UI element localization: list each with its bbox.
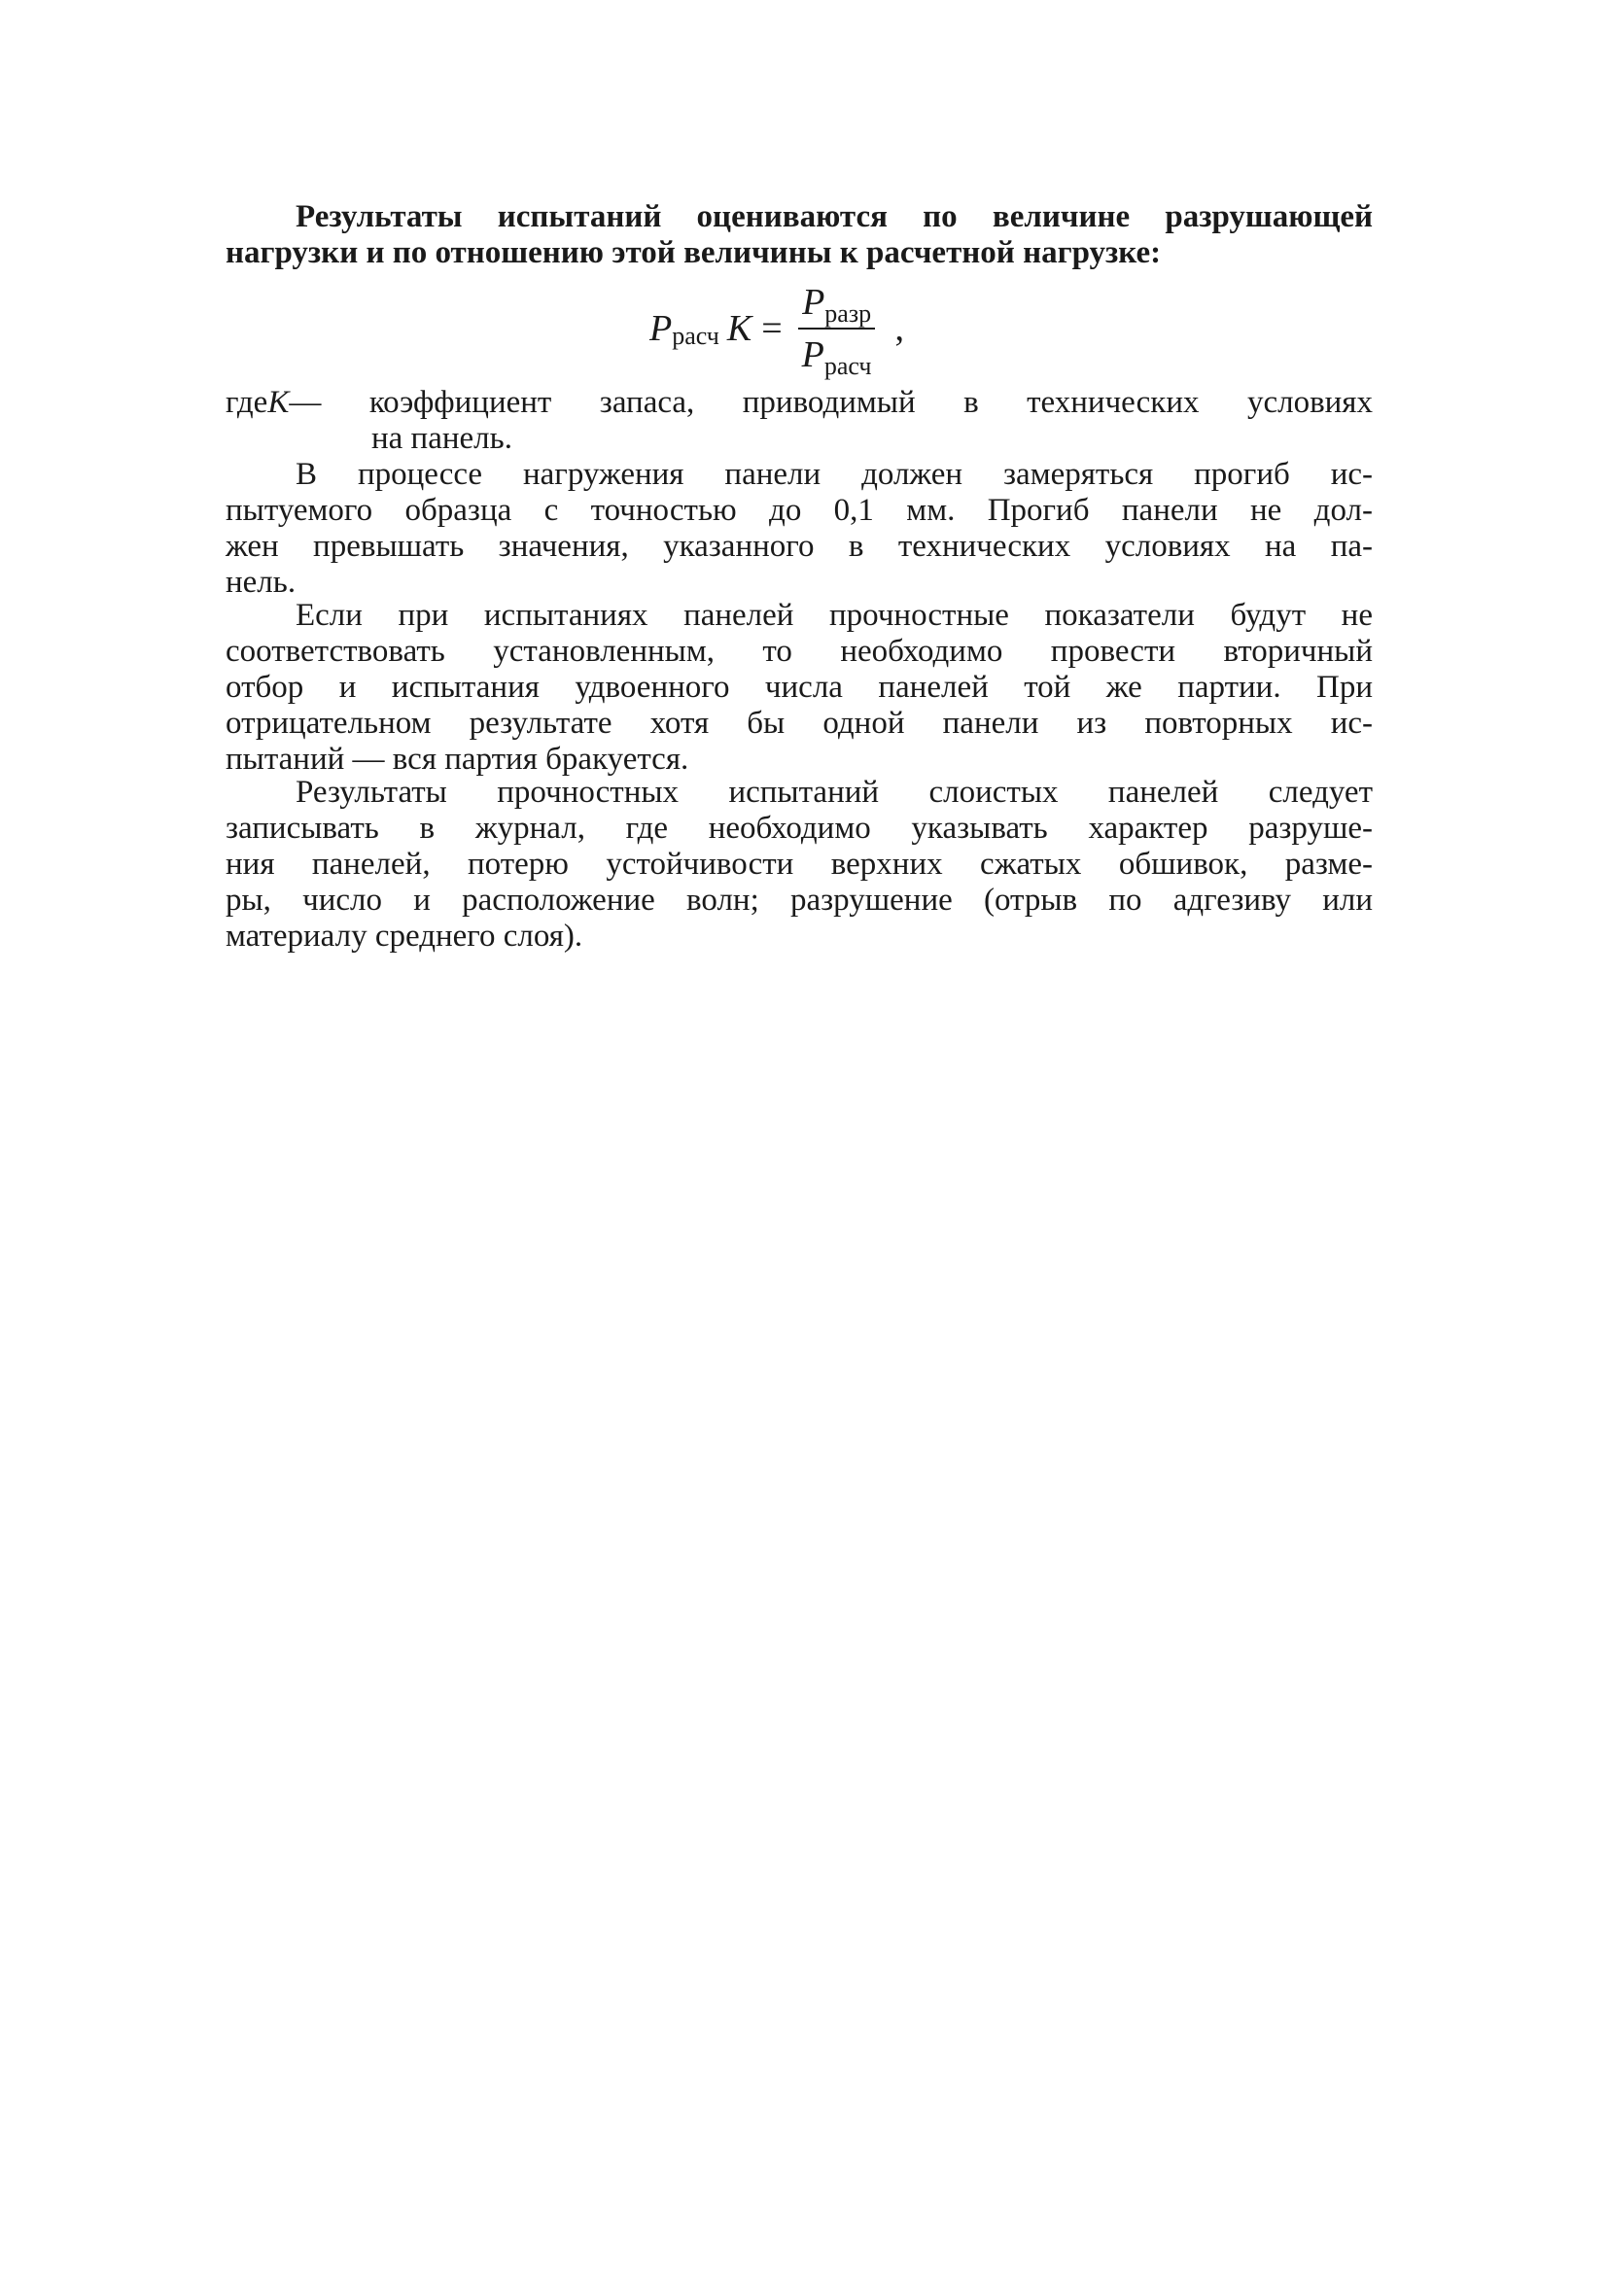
intro-paragraph bbox=[226, 199, 1373, 271]
formula-trailing-comma: , bbox=[894, 308, 905, 349]
formula-multiplier: K bbox=[726, 308, 752, 349]
formula-lhs-subscript: расч bbox=[672, 322, 719, 350]
formula-den-symbol: P bbox=[801, 334, 824, 375]
journal-paragraph bbox=[226, 775, 1373, 955]
paragraph2-line-3: жен превышать значения, указанного в технических условиях на па- bbox=[226, 529, 1373, 564]
paragraph4-line-3: ния панелей, потерю устойчивости верхних сжатых обшивок, разме- bbox=[226, 847, 1373, 882]
explanation-line-2: на панель. bbox=[371, 421, 512, 456]
paragraph4-line-2: записывать в журнал, где необходимо указывать характер разруше- bbox=[226, 811, 1373, 846]
paragraph4-line-4: ры, число и расположение волн; разрушение (отрыв по адгезиву или bbox=[226, 883, 1373, 918]
explanation-prefix: где bbox=[226, 385, 268, 420]
formula-num-subscript: разр bbox=[824, 299, 872, 328]
explanation-line-1 bbox=[226, 385, 1373, 421]
paragraph4-line-5: материалу среднего слоя). bbox=[226, 919, 583, 954]
paragraph3-line-1: Если при испытаниях панелей прочностные показатели будут не bbox=[296, 598, 1373, 633]
paragraph4-line-1: Результаты прочностных испытаний слоистых панелей следует bbox=[296, 775, 1373, 810]
paragraph2-line-2: пытуемого образца с точностью до 0,1 мм. Прогиб панели не дол- bbox=[226, 493, 1373, 528]
formula-numerator bbox=[798, 281, 875, 330]
formula-explanation bbox=[226, 385, 1373, 457]
intro-line-2: нагрузки и по отношению этой величины к расчетной нагрузке: bbox=[226, 235, 1162, 270]
paragraph3-line-5: пытаний — вся партия бракуется. bbox=[226, 742, 689, 777]
retest-paragraph bbox=[226, 598, 1373, 778]
formula-denominator bbox=[798, 330, 876, 380]
paragraph3-line-4: отрицательном результате хотя бы одной панели из повторных ис- bbox=[226, 706, 1373, 741]
formula-fraction bbox=[798, 281, 876, 380]
safety-factor-formula bbox=[649, 280, 905, 380]
paragraph2-line-4: нель. bbox=[226, 565, 297, 600]
formula-den-subscript: расч bbox=[823, 352, 872, 380]
paragraph2-line-1: В процессе нагружения панели должен замеряться прогиб ис- bbox=[296, 457, 1373, 492]
paragraph3-line-3: отбор и испытания удвоенного числа панелей той же партии. При bbox=[226, 670, 1373, 705]
formula-num-symbol: P bbox=[802, 282, 825, 323]
explanation-symbol: K bbox=[267, 385, 290, 420]
formula-equals: = bbox=[761, 308, 783, 349]
explanation-text: — коэффициент запаса, приводимый в технических условиях bbox=[289, 385, 1373, 420]
intro-line-1: Результаты испытаний оцениваются по величине разрушающей bbox=[296, 199, 1373, 234]
paragraph3-line-2: соответствовать установленным, то необходимо провести вторичный bbox=[226, 634, 1373, 669]
formula-lhs-symbol: P bbox=[649, 308, 673, 349]
deflection-paragraph bbox=[226, 457, 1373, 601]
